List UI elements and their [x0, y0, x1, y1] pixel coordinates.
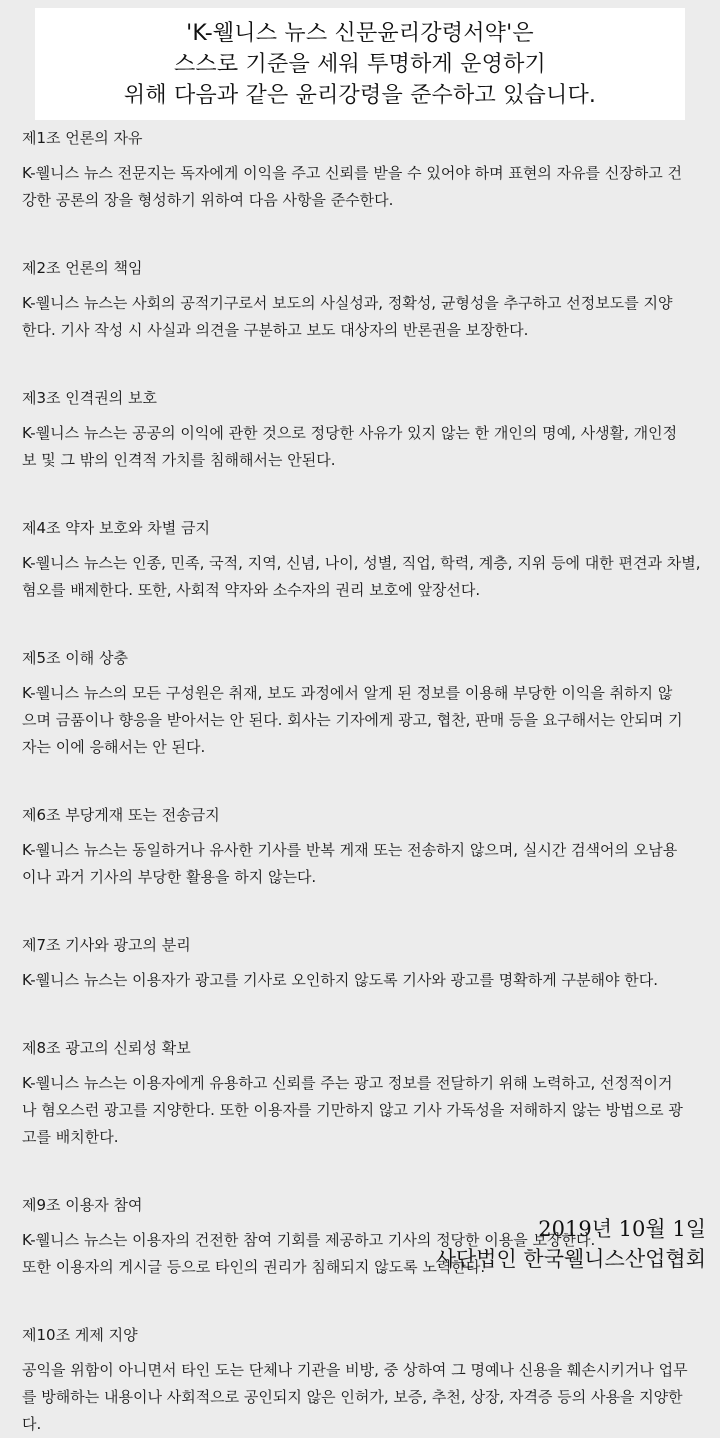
article-line: 공익을 위함이 아니면서 타인 도는 단체나 기관을 비방, 중 상하여 그 명예나 신용을 훼손시키거나 업무: [22, 1361, 688, 1379]
article-title: 제6조 부당게재 또는 전송금지: [22, 806, 220, 824]
article-line: 강한 공론의 장을 형성하기 위하여 다음 사항을 준수한다.: [22, 191, 394, 209]
header-line-2: 스스로 기준을 세워 투명하게 운영하기: [173, 51, 546, 77]
article-body: [22, 967, 706, 994]
header-line-3: 위해 다음과 같은 윤리강령을 준수하고 있습니다.: [123, 82, 597, 108]
article-line: K-웰니스 뉴스는 이용자의 건전한 참여 기회를 제공하고 기사의 정당한 이용을 보장한다.: [22, 1231, 596, 1249]
article-8: [22, 1038, 706, 1151]
article-line: 자는 이에 응해서는 안 된다.: [22, 738, 206, 756]
article-title: 제8조 광고의 신뢰성 확보: [22, 1039, 191, 1057]
article-line: 한다. 기사 작성 시 사실과 의견을 구분하고 보도 대상자의 반론권을 보장한다.: [22, 321, 529, 339]
article-title: 제5조 이해 상충: [22, 649, 129, 667]
article-line: 이나 과거 기사의 부당한 활용을 하지 않는다.: [22, 868, 317, 886]
article-10: [22, 1325, 706, 1438]
article-6: [22, 805, 706, 891]
article-body: [22, 160, 706, 214]
article-line: 으며 금품이나 향응을 받아서는 안 된다. 회사는 기자에게 광고, 협찬, 판매 등을 요구해서는 안되며 기: [22, 711, 683, 729]
article-body: [22, 1070, 706, 1151]
article-5: [22, 648, 706, 761]
article-title: 제9조 이용자 참여: [22, 1196, 143, 1214]
article-line: K-웰니스 뉴스는 인종, 민족, 국적, 지역, 신념, 나이, 성별, 직업, 학력, 계층, 지위 등에 대한 편견과 차별,: [22, 554, 701, 572]
article-body: [22, 1357, 706, 1438]
article-line: 또한 이용자의 게시글 등으로 타인의 권리가 침해되지 않도록 노력한다.: [22, 1258, 486, 1276]
article-title: 제7조 기사와 광고의 분리: [22, 936, 191, 954]
pledge-header: [35, 8, 685, 120]
article-2: [22, 258, 706, 344]
article-line: K-웰니스 뉴스는 이용자에게 유용하고 신뢰를 주는 광고 정보를 전달하기 위해 노력하고, 선정적이거: [22, 1074, 673, 1092]
article-title: 제10조 게제 지양: [22, 1326, 138, 1344]
article-body: [22, 420, 706, 474]
article-line: K-웰니스 뉴스는 공공의 이익에 관한 것으로 정당한 사유가 있지 않는 한 개인의 명예, 사생활, 개인정: [22, 424, 678, 442]
article-body: [22, 290, 706, 344]
article-line: 를 방해하는 내용이나 사회적으로 공인되지 않은 인허가, 보증, 추천, 상장, 자격증 등의 사용을 지양한: [22, 1388, 683, 1406]
header-line-1: 'K-웰니스 뉴스 신문윤리강령서약'은: [186, 20, 534, 46]
article-body: [22, 837, 706, 891]
article-body: [22, 680, 706, 761]
article-body: [22, 550, 706, 604]
article-line: 고를 배치한다.: [22, 1128, 119, 1146]
organization-name: 사단법인 한국웰니스산업협회: [435, 1247, 706, 1271]
article-4: [22, 518, 706, 604]
article-line: 혐오를 배제한다. 또한, 사회적 약자와 소수자의 권리 보호에 앞장선다.: [22, 581, 481, 599]
article-title: 제4조 약자 보호와 차별 금지: [22, 519, 211, 537]
article-line: 다.: [22, 1415, 42, 1433]
article-line: 나 혐오스런 광고를 지양한다. 또한 이용자를 기만하지 않고 기사 가독성을 저해하지 않는 방법으로 광: [22, 1101, 683, 1119]
article-title: 제1조 언론의 자유: [22, 129, 143, 147]
article-line: K-웰니스 뉴스는 동일하거나 유사한 기사를 반복 게재 또는 전송하지 않으며, 실시간 검색어의 오남용: [22, 841, 678, 859]
article-3: [22, 388, 706, 474]
article-7: [22, 935, 706, 994]
article-title: 제2조 언론의 책임: [22, 259, 143, 277]
article-line: K-웰니스 뉴스는 이용자가 광고를 기사로 오인하지 않도록 기사와 광고를 명확하게 구분해야 한다.: [22, 971, 659, 989]
article-line: K-웰니스 뉴스 전문지는 독자에게 이익을 주고 신뢰를 받을 수 있어야 하며 표현의 자유를 신장하고 건: [22, 164, 683, 182]
article-title: 제3조 인격권의 보호: [22, 389, 158, 407]
article-1: [22, 128, 706, 214]
article-line: K-웰니스 뉴스의 모든 구성원은 취재, 보도 과정에서 알게 된 정보를 이용해 부당한 이익을 취하지 않: [22, 684, 673, 702]
article-line: K-웰니스 뉴스는 사회의 공적기구로서 보도의 사실성과, 정확성, 균형성을 추구하고 선정보도를 지양: [22, 294, 673, 312]
pledge-date: 2019년 10월 1일: [538, 1217, 706, 1241]
article-line: 보 및 그 밖의 인격적 가치를 침해해서는 안된다.: [22, 451, 336, 469]
signature-block: [436, 1214, 706, 1274]
